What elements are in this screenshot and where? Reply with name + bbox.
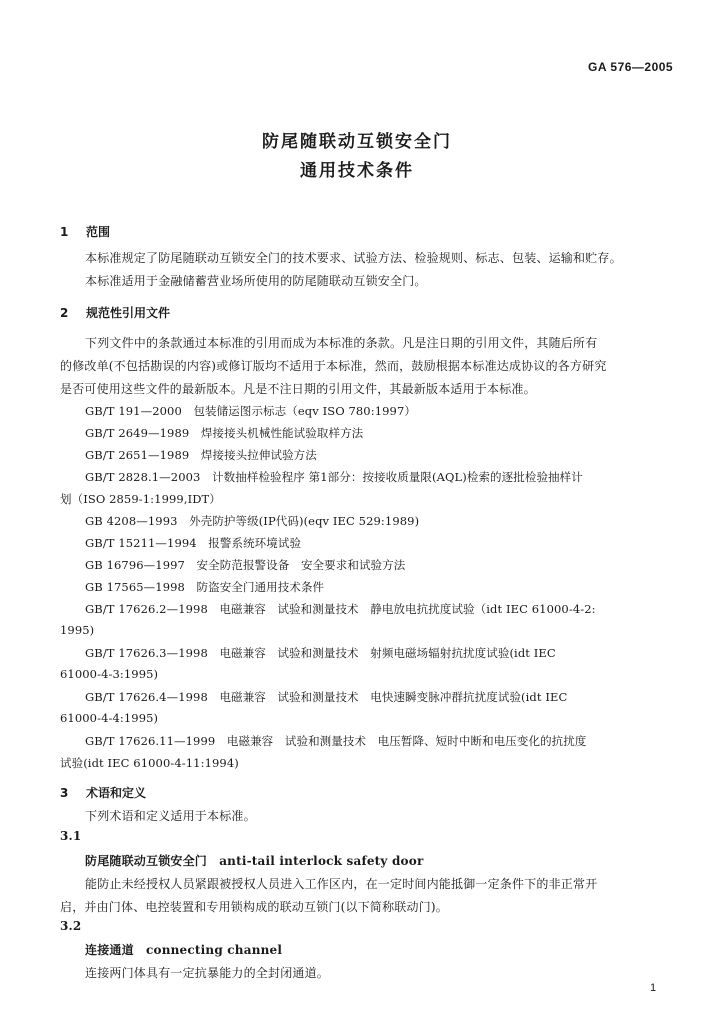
reference-item: GB/T 15211—1994 报警系统环境试验 xyxy=(85,536,302,550)
section-1-paragraph-1: 本标准规定了防尾随联动互锁安全门的技术要求、试验方法、检验规则、标志、包装、运输和贮存。 xyxy=(85,251,622,265)
section-1-heading xyxy=(60,223,110,240)
term-heading: 防尾随联动互锁安全门 anti-tail interlock safety door xyxy=(85,854,424,868)
section-2-intro-line-1: 下列文件中的条款通过本标准的引用而成为本标准的条款。凡是注日期的引用文件，其随后所有 xyxy=(85,336,598,350)
section-title: 范围 xyxy=(86,225,111,239)
reference-item-continuation: 1995) xyxy=(60,623,95,637)
reference-item: GB/T 17626.11—1999 电磁兼容 试验和测量技术 电压暂降、短时中断和电压变化的抗扰度 xyxy=(85,734,587,748)
section-title: 术语和定义 xyxy=(86,786,147,800)
subsection-number: 3.2 xyxy=(60,919,82,933)
section-title: 规范性引用文件 xyxy=(86,306,171,320)
reference-item-continuation: 试验(idt IEC 61000-4-11:1994) xyxy=(60,756,239,770)
reference-item: GB 4208—1993 外壳防护等级(IP代码)(eqv IEC 529:1989) xyxy=(85,514,420,528)
term-heading: 连接通道 connecting channel xyxy=(85,943,283,957)
section-3-heading xyxy=(60,784,146,801)
section-2-heading xyxy=(60,304,170,321)
page-number: 1 xyxy=(650,982,657,994)
reference-item-continuation: 划（ISO 2859-1:1999,IDT） xyxy=(60,492,221,506)
term-definition-line-2: 启，并由门体、电控装置和专用锁构成的联动互锁门(以下简称联动门)。 xyxy=(60,900,448,914)
reference-item: GB/T 2651—1989 焊接接头拉伸试验方法 xyxy=(85,448,317,462)
document-number: GA 576—2005 xyxy=(588,60,674,74)
section-1-paragraph-2: 本标准适用于金融储蓄营业场所使用的防尾随联动互锁安全门。 xyxy=(85,274,427,288)
reference-item: GB 16796—1997 安全防范报警设备 安全要求和试验方法 xyxy=(85,558,406,572)
reference-item: GB/T 17626.2—1998 电磁兼容 试验和测量技术 静电放电抗扰度试验（idt IEC 61000-4-2: xyxy=(85,602,596,616)
section-number: 2 xyxy=(60,306,69,320)
section-3-intro: 下列术语和定义适用于本标准。 xyxy=(85,809,256,823)
section-number: 3 xyxy=(60,786,69,800)
section-2-intro-line-2: 的修改单(不包括勘误的内容)或修订版均不适用于本标准，然而，鼓励根据本标准达成协议的各方研究 xyxy=(60,359,607,373)
section-2-intro-line-3: 是否可使用这些文件的最新版本。凡是不注日期的引用文件，其最新版本适用于本标准。 xyxy=(60,382,536,396)
reference-item: GB/T 17626.4—1998 电磁兼容 试验和测量技术 电快速瞬变脉冲群抗扰度试验(idt IEC xyxy=(85,690,568,704)
reference-item-continuation: 61000-4-3:1995) xyxy=(60,667,159,681)
subsection-number: 3.1 xyxy=(60,829,82,843)
reference-item: GB/T 2828.1—2003 计数抽样检验程序 第1部分：按接收质量限(AQL)检索的逐批检验抽样计 xyxy=(85,470,583,484)
title-line-2: 通用技术条件 xyxy=(300,161,414,181)
section-number: 1 xyxy=(60,225,69,239)
title-line-1: 防尾随联动互锁安全门 xyxy=(262,132,452,152)
reference-item: GB/T 17626.3—1998 电磁兼容 试验和测量技术 射频电磁场辐射抗扰度试验(idt IEC xyxy=(85,646,556,660)
reference-item: GB/T 191—2000 包装储运图示标志（eqv ISO 780:1997） xyxy=(85,404,416,418)
reference-item: GB/T 2649—1989 焊接接头机械性能试验取样方法 xyxy=(85,426,364,440)
term-definition-line-1: 能防止未经授权人员紧跟被授权人员进入工作区内，在一定时间内能抵御一定条件下的非正常开 xyxy=(85,877,598,891)
reference-item: GB 17565—1998 防盗安全门通用技术条件 xyxy=(85,580,325,594)
term-definition: 连接两门体具有一定抗暴能力的全封闭通道。 xyxy=(85,966,330,980)
reference-item-continuation: 61000-4-4:1995) xyxy=(60,711,159,725)
